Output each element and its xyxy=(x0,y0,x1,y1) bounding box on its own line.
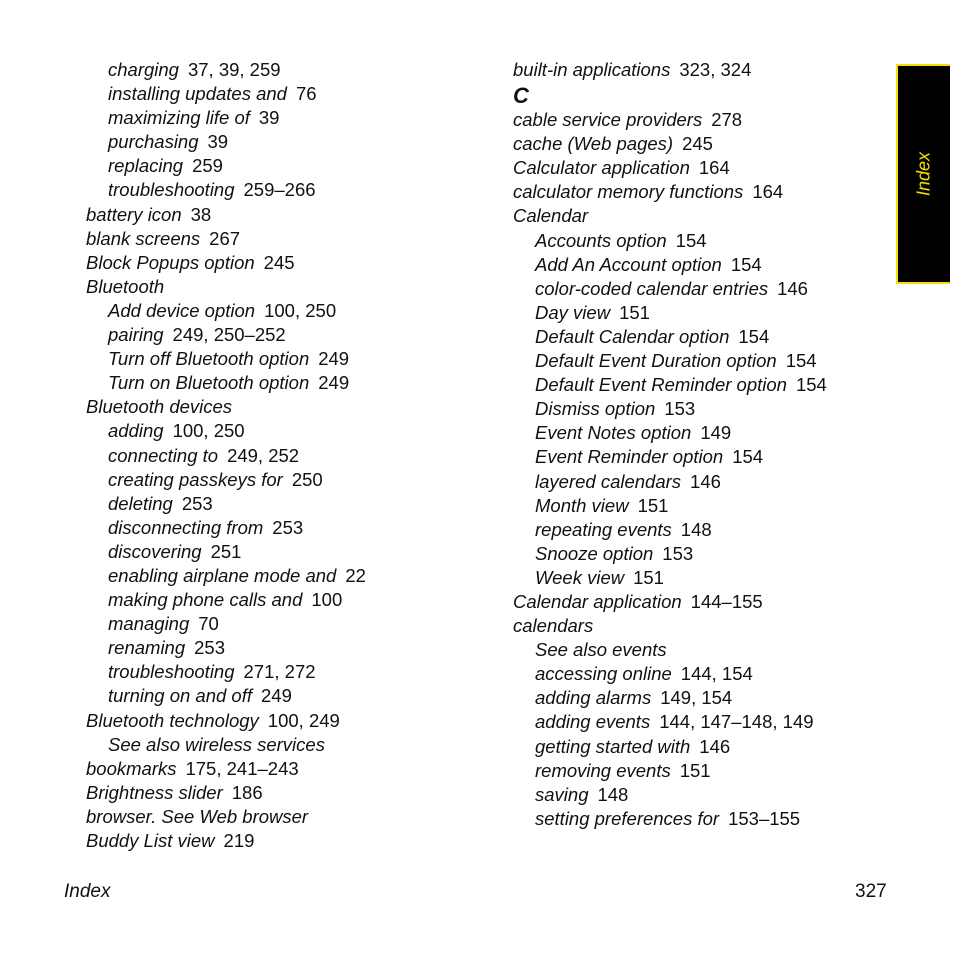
index-page-refs: 100, 250 xyxy=(172,420,245,442)
index-term: adding events xyxy=(535,711,651,733)
index-term: repeating events xyxy=(535,518,672,540)
index-page-refs: 154 xyxy=(785,350,817,372)
index-term: connecting to xyxy=(108,444,219,466)
index-page-refs: 154 xyxy=(730,253,762,275)
index-term: Calendar application xyxy=(513,590,682,612)
index-term: Default Calendar option xyxy=(535,325,730,347)
index-term: blank screens xyxy=(86,227,201,249)
index-page-refs: 154 xyxy=(675,229,707,251)
index-entry xyxy=(86,58,486,82)
index-term: adding alarms xyxy=(535,687,652,709)
index-page-refs: 245 xyxy=(263,251,295,273)
index-term: getting started with xyxy=(535,735,691,757)
index-page-refs: 253 xyxy=(272,516,304,538)
index-page-refs: 146 xyxy=(699,735,731,757)
index-entry xyxy=(513,759,893,783)
index-entry xyxy=(513,566,893,590)
index-page-refs: 39 xyxy=(258,107,280,129)
index-page-refs: 151 xyxy=(633,566,664,588)
index-entry xyxy=(513,180,893,204)
index-term: Week view xyxy=(535,566,625,588)
index-page-refs: 164 xyxy=(698,157,730,179)
index-page-refs: 39 xyxy=(207,131,229,153)
index-column-right xyxy=(513,58,893,831)
index-entry xyxy=(513,735,893,759)
index-entry xyxy=(86,588,486,612)
index-page-refs: 70 xyxy=(198,613,219,635)
index-page-refs: 250 xyxy=(291,468,323,490)
index-term: removing events xyxy=(535,759,671,781)
index-term: calendars xyxy=(513,615,594,637)
index-entry xyxy=(86,419,486,443)
index-entry xyxy=(86,395,486,419)
index-entry xyxy=(86,540,486,564)
index-term: turning on and off xyxy=(108,685,252,707)
index-term: Bluetooth devices xyxy=(86,396,233,418)
index-entry xyxy=(513,590,893,614)
index-entry xyxy=(86,516,486,540)
index-entry xyxy=(513,325,893,349)
letter-heading-text: C xyxy=(513,83,529,109)
footer-section-title: Index xyxy=(64,881,111,902)
index-entry xyxy=(86,829,486,853)
index-entry xyxy=(513,301,893,325)
index-page-refs: 151 xyxy=(619,301,650,323)
index-entry xyxy=(86,612,486,636)
index-page-refs: 146 xyxy=(777,277,808,299)
index-entry xyxy=(86,154,486,178)
index-page-refs: 249 xyxy=(318,372,350,394)
index-page-refs: 144, 147–148, 149 xyxy=(659,711,814,733)
index-page-refs: 146 xyxy=(690,470,721,492)
index-entry xyxy=(86,492,486,516)
index-page-refs: 271, 272 xyxy=(243,661,316,683)
index-page-refs: 149, 154 xyxy=(660,687,733,709)
index-entry xyxy=(86,82,486,106)
index-term: enabling airplane mode and xyxy=(108,564,337,586)
index-page-refs: 100, 250 xyxy=(264,299,337,321)
index-term: Bluetooth technology xyxy=(86,709,259,731)
index-term: Event Reminder option xyxy=(535,446,724,468)
index-entry xyxy=(513,349,893,373)
index-term: making phone calls and xyxy=(108,589,303,611)
index-letter-heading xyxy=(513,82,893,108)
index-term: disconnecting from xyxy=(108,516,264,538)
index-entry xyxy=(513,710,893,734)
index-page-refs: 259–266 xyxy=(243,179,316,201)
index-term: Event Notes option xyxy=(535,422,692,444)
index-term: troubleshooting xyxy=(108,661,235,683)
index-page-refs: 164 xyxy=(752,181,784,203)
index-term: Calculator application xyxy=(513,157,690,179)
index-term: See also events xyxy=(535,639,667,661)
index-term: browser. See Web browser xyxy=(86,805,309,827)
index-entry xyxy=(86,106,486,130)
index-term: purchasing xyxy=(108,131,199,153)
index-term: pairing xyxy=(108,324,164,346)
index-entry xyxy=(513,204,893,228)
index-page-refs: 186 xyxy=(231,781,263,803)
index-term: Calendar xyxy=(513,205,589,227)
index-entry xyxy=(86,347,486,371)
index-page-refs: 154 xyxy=(738,325,770,347)
index-entry xyxy=(86,444,486,468)
index-entry xyxy=(86,251,486,275)
index-page-refs: 154 xyxy=(732,446,764,468)
index-entry xyxy=(513,277,893,301)
index-page-refs: 76 xyxy=(295,83,317,105)
index-entry xyxy=(513,494,893,518)
index-entry xyxy=(86,636,486,660)
index-term: battery icon xyxy=(86,203,182,225)
index-entry xyxy=(513,397,893,421)
index-entry xyxy=(513,373,893,397)
index-entry xyxy=(86,299,486,323)
section-tab xyxy=(896,64,950,284)
index-term: Turn off Bluetooth option xyxy=(108,348,310,370)
index-page-refs: 175, 241–243 xyxy=(185,757,299,779)
index-term: charging xyxy=(108,59,179,80)
index-term: installing updates and xyxy=(108,83,287,105)
index-entry xyxy=(513,518,893,542)
index-entry xyxy=(86,275,486,299)
index-page-refs: 144, 154 xyxy=(680,663,753,685)
index-page-refs: 100, 249 xyxy=(267,709,340,731)
index-entry xyxy=(513,58,893,82)
index-page-refs: 249, 250–252 xyxy=(172,324,286,346)
index-term: Month view xyxy=(535,494,629,516)
index-entry xyxy=(86,660,486,684)
index-entry xyxy=(86,781,486,805)
index-page-refs: 249, 252 xyxy=(227,444,300,466)
index-page-refs: 151 xyxy=(637,494,669,516)
index-page-refs: 151 xyxy=(679,759,711,781)
index-entry xyxy=(513,108,893,132)
index-entry xyxy=(86,178,486,202)
index-term: maximizing life of xyxy=(108,107,250,129)
index-entry xyxy=(513,783,893,807)
index-entry xyxy=(86,757,486,781)
index-term: accessing online xyxy=(535,663,672,685)
index-term: Day view xyxy=(535,301,611,323)
index-page-refs: 154 xyxy=(795,374,827,396)
index-page-refs: 219 xyxy=(223,830,255,851)
index-term: managing xyxy=(108,613,190,635)
index-page-refs: 259 xyxy=(192,155,223,177)
index-entry xyxy=(86,468,486,492)
index-page-refs: 153 xyxy=(662,542,694,564)
index-page-refs: 153 xyxy=(664,398,696,420)
index-column-left xyxy=(86,58,486,853)
index-term: Add An Account option xyxy=(535,253,722,275)
index-entry xyxy=(513,638,893,662)
index-entry xyxy=(513,542,893,566)
index-entry xyxy=(513,253,893,277)
index-page-refs: 249 xyxy=(261,685,292,707)
section-tab-label: Index xyxy=(913,151,934,197)
index-term: Default Event Reminder option xyxy=(535,374,787,396)
index-term: Bluetooth xyxy=(86,275,165,297)
index-entry xyxy=(513,614,893,638)
index-page-refs: 153–155 xyxy=(728,807,801,829)
index-entry xyxy=(513,470,893,494)
index-entry xyxy=(86,203,486,227)
index-entry xyxy=(86,130,486,154)
index-term: Block Popups option xyxy=(86,251,255,273)
index-entry xyxy=(513,686,893,710)
index-page-refs: 148 xyxy=(597,783,629,805)
index-entry xyxy=(86,564,486,588)
index-term: deleting xyxy=(108,492,173,514)
index-term: Buddy List view xyxy=(86,830,215,851)
index-term: color-coded calendar entries xyxy=(535,277,769,299)
index-page-refs: 251 xyxy=(210,540,242,562)
index-term: bookmarks xyxy=(86,757,177,779)
index-term: setting preferences for xyxy=(535,807,720,829)
index-term: built-in applications xyxy=(513,59,671,80)
index-entry xyxy=(513,229,893,253)
index-term: Accounts option xyxy=(535,229,667,251)
index-page-refs: 253 xyxy=(194,637,226,659)
index-entry xyxy=(86,733,486,757)
index-term: replacing xyxy=(108,155,184,177)
index-entry xyxy=(513,421,893,445)
index-entry xyxy=(86,227,486,251)
index-page-refs: 144–155 xyxy=(690,590,763,612)
index-term: troubleshooting xyxy=(108,179,235,201)
index-entry xyxy=(86,684,486,708)
index-page-refs: 245 xyxy=(682,133,713,155)
index-term: calculator memory functions xyxy=(513,181,744,203)
index-entry xyxy=(513,156,893,180)
index-term: adding xyxy=(108,420,164,442)
index-term: saving xyxy=(535,783,589,805)
index-term: cable service providers xyxy=(513,109,703,131)
index-entry xyxy=(86,709,486,733)
index-entry xyxy=(513,445,893,469)
index-term: Dismiss option xyxy=(535,398,656,420)
index-term: Brightness slider xyxy=(86,781,223,803)
index-term: Snooze option xyxy=(535,542,654,564)
index-page-refs: 253 xyxy=(181,492,213,514)
index-page-refs: 249 xyxy=(318,348,350,370)
index-entry xyxy=(86,371,486,395)
index-term: discovering xyxy=(108,540,202,562)
index-term: Turn on Bluetooth option xyxy=(108,372,310,394)
index-term: See also wireless services xyxy=(108,733,325,755)
index-page-refs: 38 xyxy=(190,203,212,225)
index-page-refs: 323, 324 xyxy=(679,59,752,80)
index-term: Default Event Duration option xyxy=(535,350,777,372)
index-page-refs: 100 xyxy=(311,589,343,611)
index-page-refs: 22 xyxy=(345,564,366,586)
index-term: renaming xyxy=(108,637,186,659)
index-page-refs: 37, 39, 259 xyxy=(187,59,281,80)
index-page-refs: 278 xyxy=(711,109,743,131)
footer-page-number: 327 xyxy=(855,881,887,902)
index-entry xyxy=(86,805,486,829)
index-entry xyxy=(513,132,893,156)
index-page-refs: 267 xyxy=(209,227,241,249)
index-page-refs: 148 xyxy=(680,518,712,540)
index-term: creating passkeys for xyxy=(108,468,283,490)
index-entry xyxy=(86,323,486,347)
index-entry xyxy=(513,807,893,831)
index-term: layered calendars xyxy=(535,470,682,492)
index-term: Add device option xyxy=(108,299,256,321)
index-page-refs: 149 xyxy=(700,422,732,444)
index-term: cache (Web pages) xyxy=(513,133,674,155)
index-entry xyxy=(513,662,893,686)
